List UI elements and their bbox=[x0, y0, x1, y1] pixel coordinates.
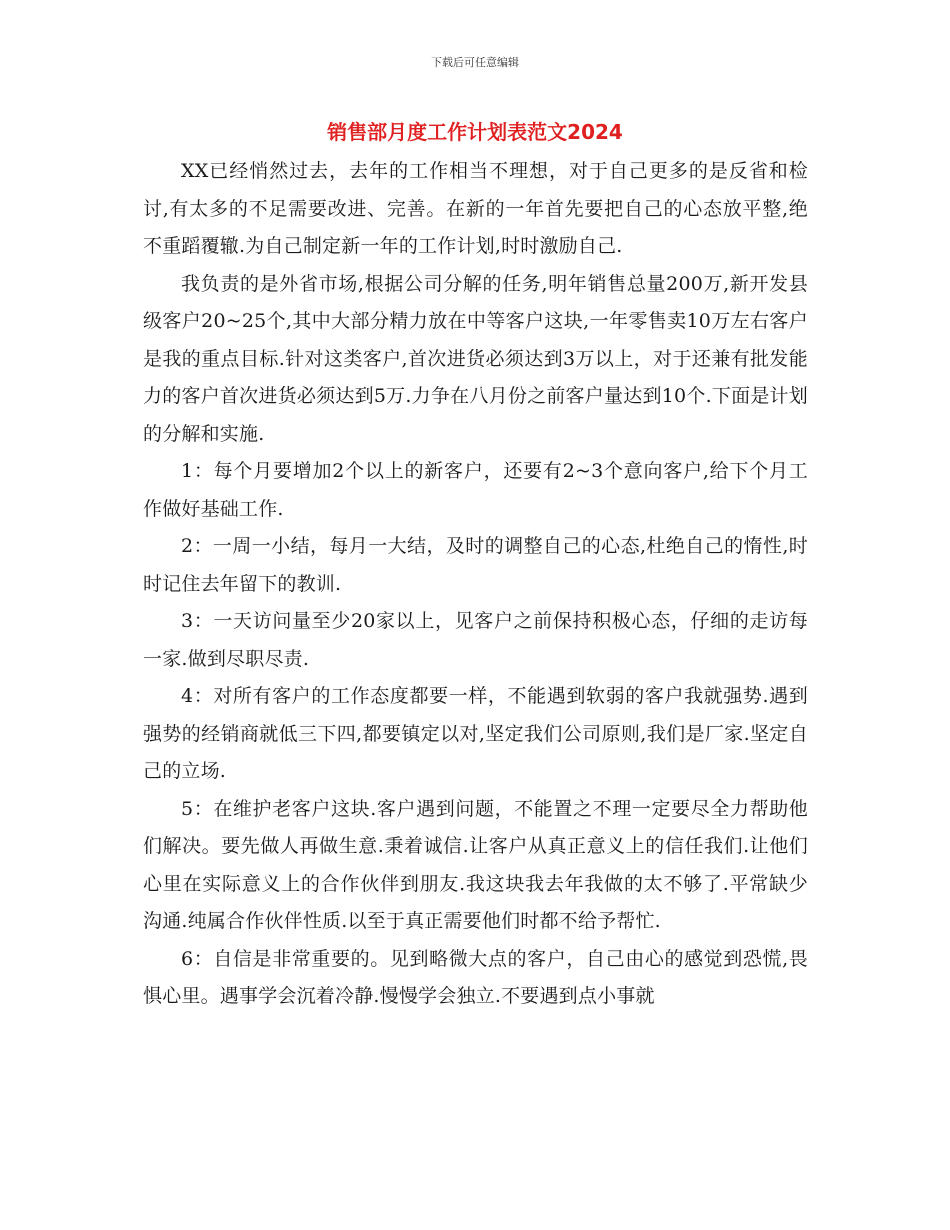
paragraph-item-4: 4：对所有客户的工作态度都要一样，不能遇到软弱的客户我就强势.遇到强势的经销商就低三下四,都要镇定以对,坚定我们公司原则,我们是厂家.坚定自己的立场. bbox=[143, 685, 808, 782]
paragraph-item-6: 6：自信是非常重要的。见到略微大点的客户，自己由心的感觉到恐慌,畏惧心里。遇事学会沉着冷静.慢慢学会独立.不要遇到点小事就 bbox=[143, 947, 808, 1007]
paragraph-intro: XX已经悄然过去，去年的工作相当不理想，对于自己更多的是反省和检讨,有太多的不足需要改进、完善。在新的一年首先要把自己的心态放平整,绝不重蹈覆辙.为自己制定新一年的工作计划,时时激励自己. bbox=[143, 160, 808, 257]
paragraph-item-5: 5：在维护老客户这块.客户遇到问题，不能置之不理一定要尽全力帮助他们解决。要先做人再做生意.秉着诚信.让客户从真正意义上的信任我们.让他们心里在实际意义上的合作伙伴到朋友.我这块我去年我做的太不够了.平常缺少沟通.纯属合作伙伴性质.以至于真正需要他们时都不给予帮忙. bbox=[143, 797, 808, 932]
header-note: 下载后可任意编辑 bbox=[431, 56, 519, 69]
paragraph-responsibility: 我负责的是外省市场,根据公司分解的任务,明年销售总量200万,新开发县级客户20~25个,其中大部分精力放在中等客户这块,一年零售卖10万左右客户是我的重点目标.针对这类客户,首次进货必须达到3万以上，对于还兼有批发能力的客户首次进货必须达到5万.力争在八月份之前客户量达到10个.下面是计划的分解和实施. bbox=[143, 272, 808, 445]
paragraph-item-1: 1：每个月要增加2个以上的新客户，还要有2~3个意向客户,给下个月工作做好基础工作. bbox=[143, 460, 808, 520]
document-title: 销售部月度工作计划表范文2024 bbox=[327, 120, 623, 144]
paragraph-item-2: 2：一周一小结，每月一大结，及时的调整自己的心态,杜绝自己的惰性,时时记住去年留下的教训. bbox=[143, 535, 808, 595]
paragraph-item-3: 3：一天访问量至少20家以上，见客户之前保持积极心态，仔细的走访每一家.做到尽职尽责. bbox=[143, 610, 808, 670]
document-body bbox=[143, 153, 808, 1016]
